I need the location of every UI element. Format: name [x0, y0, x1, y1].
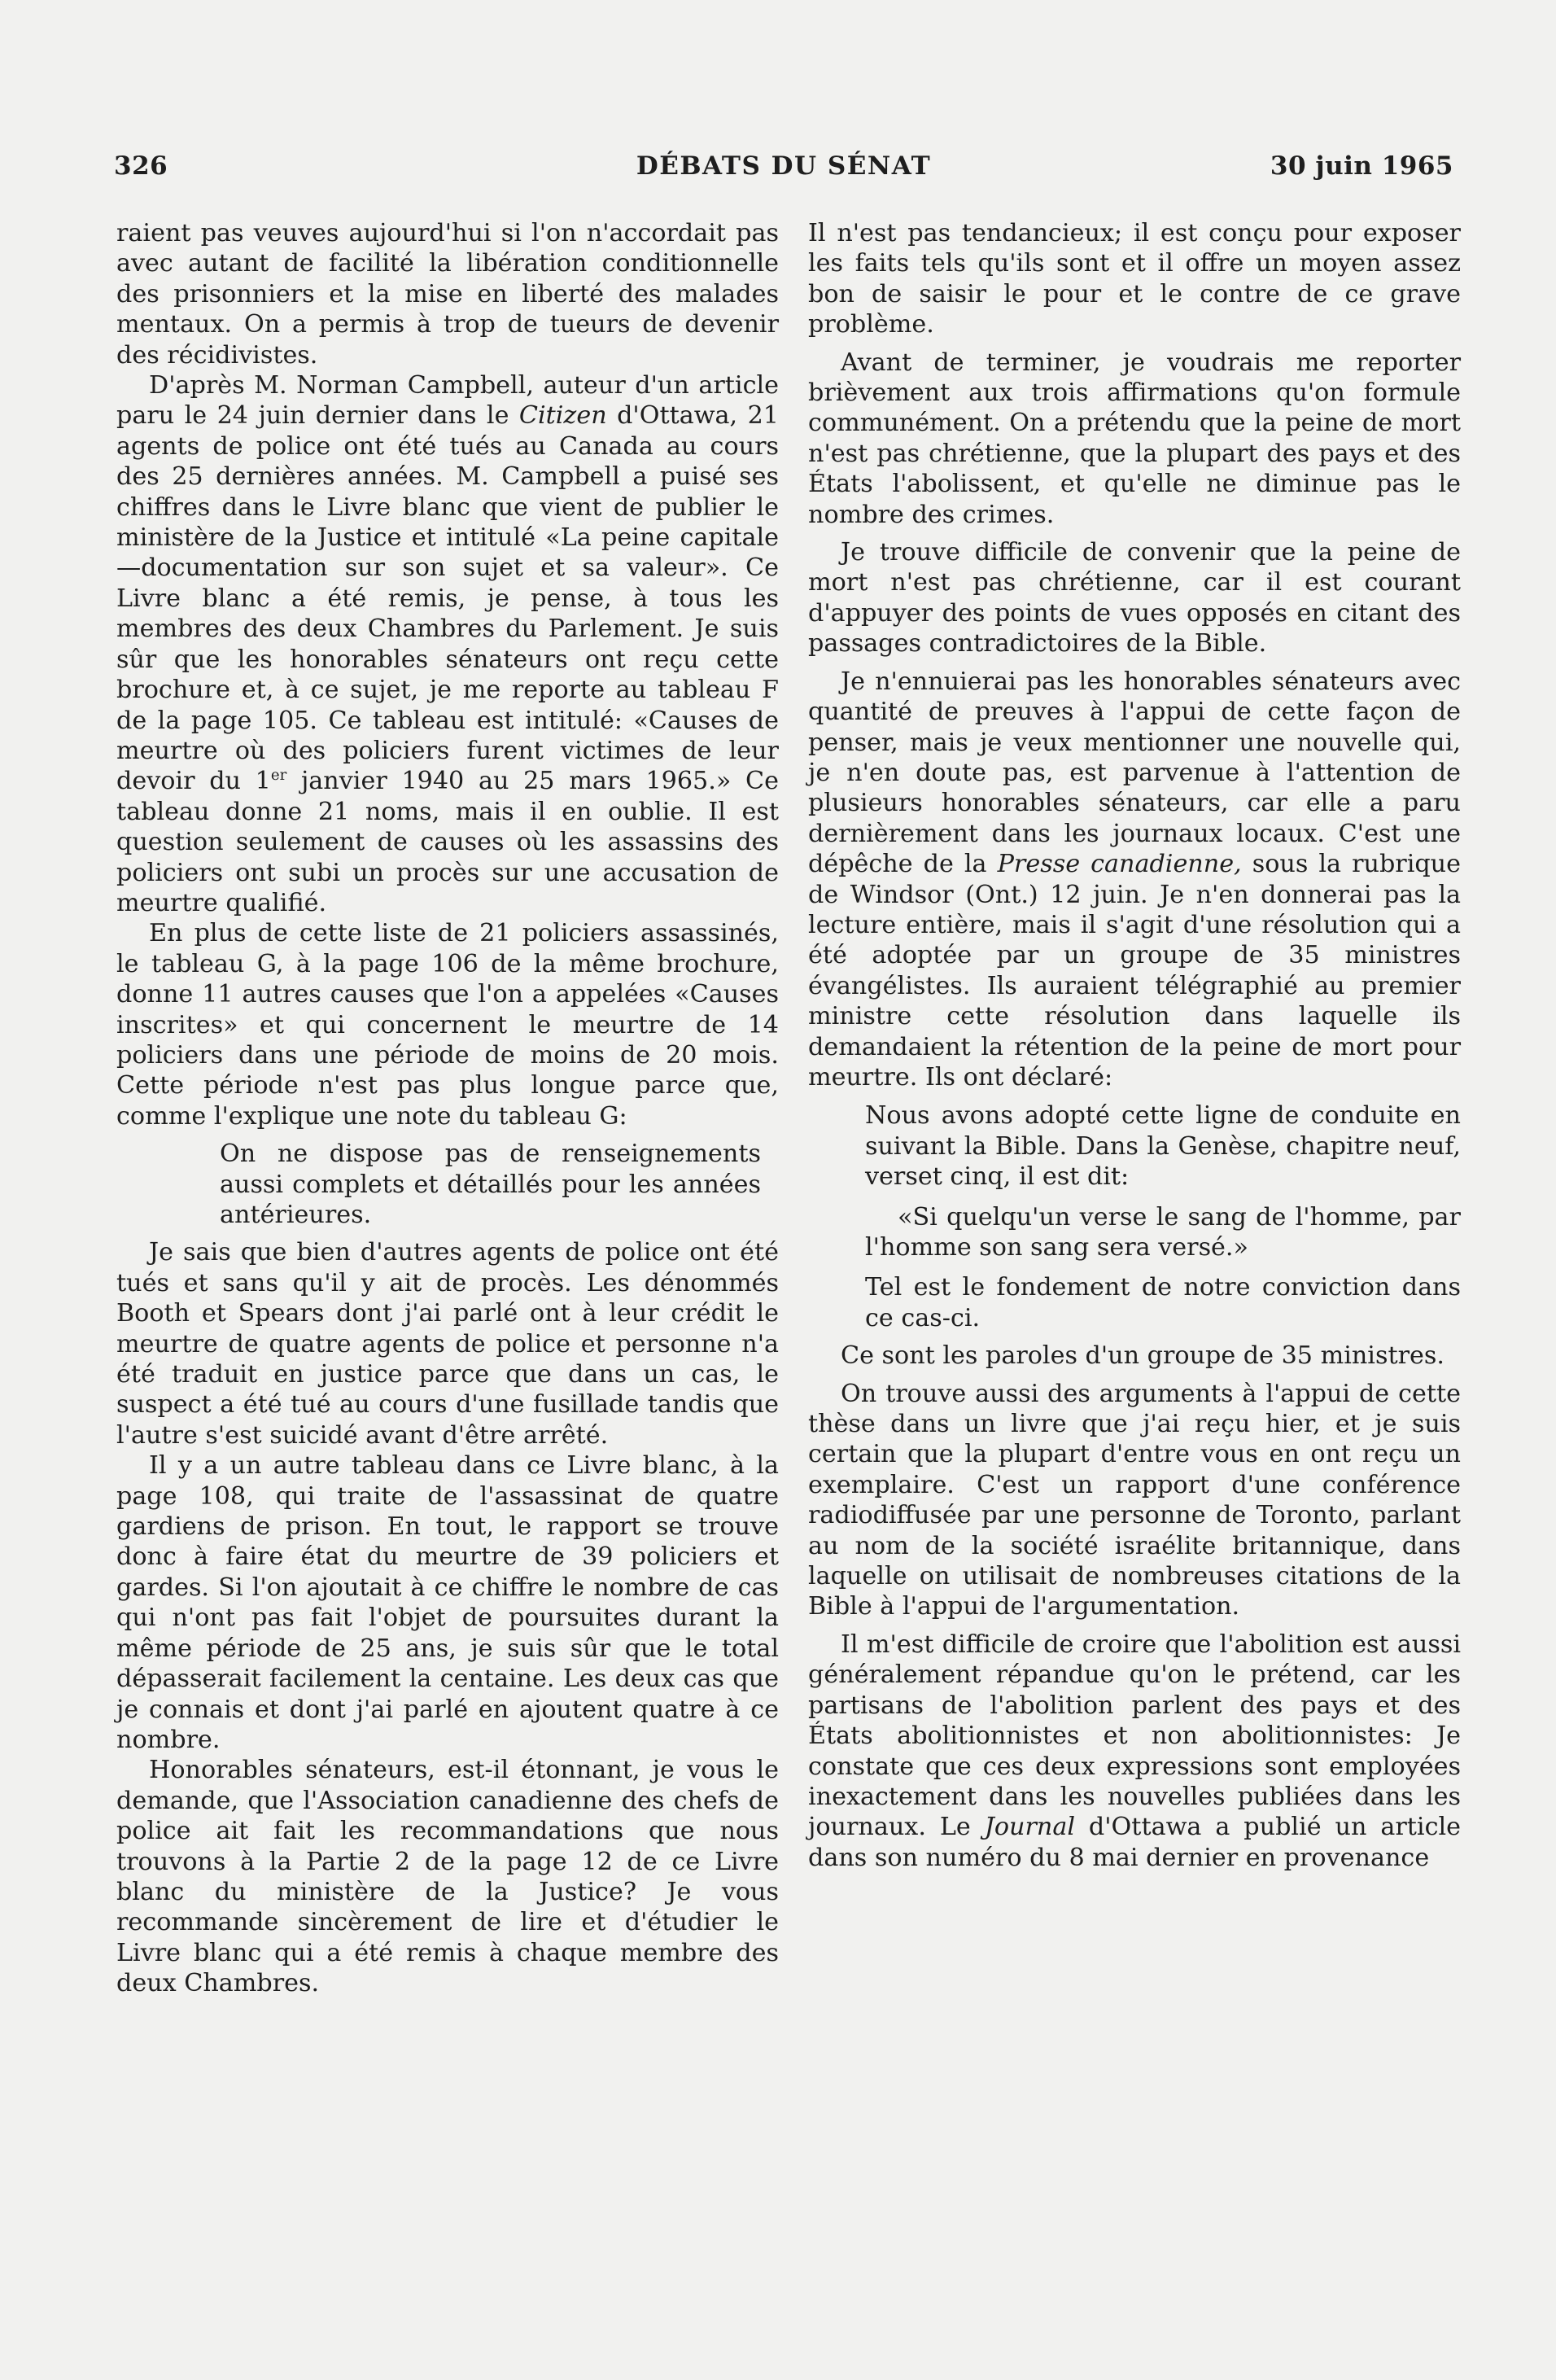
quote-line: Tel est le fondement de notre conviction dans ce cas-ci. — [865, 1273, 1461, 1332]
issue-date: 30 juin 1965 — [1270, 151, 1453, 181]
running-header — [114, 151, 1453, 187]
paragraph: Je n'ennuierai pas les honorables sénateurs avec quantité de preuves à l'appui de cette façon de penser, mais je veux mentionner une nouvelle qui, je n'en doute pas, est parvenue à l'attention de plusieurs honorables sénateurs, car elle a paru dernièrement dans les journaux locaux. C'est une dépêche de la Presse canadienne, sous la rubrique de Windsor (Ont.) 12 juin. Je n'en donnerai pas la lecture entière, mais il s'agit d'une résolution qui a été adoptée par un groupe de 35 ministres évangélistes. Ils auraient télégraphié au premier ministre cette résolution dans laquelle ils demandaient la rétention de la peine de mort pour meurtre. Ils ont déclaré: — [808, 667, 1461, 1092]
right-column — [808, 218, 1461, 1873]
paragraph: Il n'est pas tendancieux; il est conçu pour exposer les faits tels qu'ils sont et il offre un moyen assez bon de saisir le pour et le contre de ce grave problème. — [808, 219, 1461, 339]
publication-title: DÉBATS DU SÉNAT — [636, 151, 932, 181]
paragraph: Je sais que bien d'autres agents de police ont été tués et sans qu'il y ait de procès. Les dénommés Booth et Spears dont j'ai parlé ont à leur crédit le meurtre de quatre agents de police et personne n'a été traduit en justice parce que dans un cas, le suspect a été tué au cours d'une fusillade tandis que l'autre s'est suicidé avant d'être arrêté. — [116, 1238, 779, 1450]
paragraph: Il y a un autre tableau dans ce Livre blanc, à la page 108, qui traite de l'assassinat de quatre gardiens de prison. En tout, le rapport se trouve donc à faire état du meurtre de 39 policiers et gardes. Si l'on ajoutait à ce chiffre le nombre de cas qui n'ont pas fait l'objet de poursuites durant la même période de 25 ans, je suis sûr que le total dépasserait facilement la centaine. Les deux cas que je connais et dont j'ai parlé en ajoutent quatre à ce nombre. — [116, 1451, 779, 1754]
block-quote — [865, 1100, 1461, 1333]
paragraph: raient pas veuves aujourd'hui si l'on n'accordait pas avec autant de facilité la libération conditionnelle des prisonniers et la mise en liberté des malades mentaux. On a permis à trop de tueurs de devenir des récidivistes. — [116, 219, 779, 370]
paragraph: Avant de terminer, je voudrais me reporter brièvement aux trois affirmations qu'on formule communément. On a prétendu que la peine de mort n'est pas chrétienne, que la plupart des pays et des États l'abolissent, et qu'elle ne diminue pas le nombre des crimes. — [808, 348, 1461, 529]
paragraph: Je trouve difficile de convenir que la peine de mort n'est pas chrétienne, car il est courant d'appuyer des points de vues opposés en citant des passages contradictoires de la Bible. — [808, 538, 1461, 658]
paragraph: En plus de cette liste de 21 policiers assassinés, le tableau G, à la page 106 de la même brochure, donne 11 autres causes que l'on a appelées «Causes inscrites» et qui concernent le meurtre de 14 policiers dans une période de moins de 20 mois. Cette période n'est pas plus longue parce que, comme l'explique une note du tableau G: — [116, 919, 779, 1131]
paragraph: Il m'est difficile de croire que l'abolition est aussi généralement répandue qu'on le prétend, car les partisans de l'abolition parlent des pays et des États abolitionnistes et non abolitionnistes: Je constate que ces deux expressions sont employées inexactement dans les nouvelles publiées dans les journaux. Le Journal d'Ottawa a publié un article dans son numéro du 8 mai dernier en provenance — [808, 1630, 1462, 1872]
paragraph: On trouve aussi des arguments à l'appui de cette thèse dans un livre que j'ai reçu hier, et je suis certain que la plupart d'entre vous en ont reçu un exemplaire. C'est un rapport d'une conférence radiodiffusée par une personne de Toronto, parlant au nom de la société israélite britannique, dans laquelle on utilisait de nombreuses citations de la Bible à l'appui de l'argumentation. — [808, 1379, 1461, 1621]
page-number: 326 — [114, 151, 168, 181]
quote-line: Nous avons adopté cette ligne de conduite en suivant la Bible. Dans la Genèse, chapitre neuf, verset cinq, il est dit: — [865, 1101, 1461, 1192]
paragraph: Ce sont les paroles d'un groupe de 35 ministres. — [841, 1341, 1445, 1371]
quote-line: «Si quelqu'un verse le sang de l'homme, par l'homme son sang sera versé.» — [865, 1202, 1461, 1262]
paragraph: D'après M. Norman Campbell, auteur d'un article paru le 24 juin dernier dans le Citizen d'Ottawa, 21 agents de police ont été tués au Canada au cours des 25 dernières années. M. Campbell a puisé ses chiffres dans le Livre blanc que vient de publier le ministère de la Justice et intitulé «La peine capitale—documentation sur son sujet et sa valeur». Ce Livre blanc a été remis, je pense, à tous les membres des deux Chambres du Parlement. Je suis sûr que les honorables sénateurs ont reçu cette brochure et, à ce sujet, je me reporte au tableau F de la page 105. Ce tableau est intitulé: «Causes de meurtre où des policiers furent victimes de leur devoir du 1er janvier 1940 au 25 mars 1965.» Ce tableau donne 21 noms, mais il en oublie. Il est question seulement de causes où les assassins des policiers ont subi un procès sur une accusation de meurtre qualifié. — [116, 371, 779, 917]
block-quote: On ne dispose pas de renseignements aussi complets et détaillés pour les années antérieures. — [220, 1140, 761, 1229]
paragraph: Honorables sénateurs, est-il étonnant, je vous le demande, que l'Association canadienne des chefs de police ait fait les recommandations que nous trouvons à la Partie 2 de la page 12 de ce Livre blanc du ministère de la Justice? Je vous recommande sincèrement de lire et d'étudier le Livre blanc qui a été remis à chaque membre des deux Chambres. — [116, 1756, 779, 1998]
left-column — [116, 218, 779, 1999]
